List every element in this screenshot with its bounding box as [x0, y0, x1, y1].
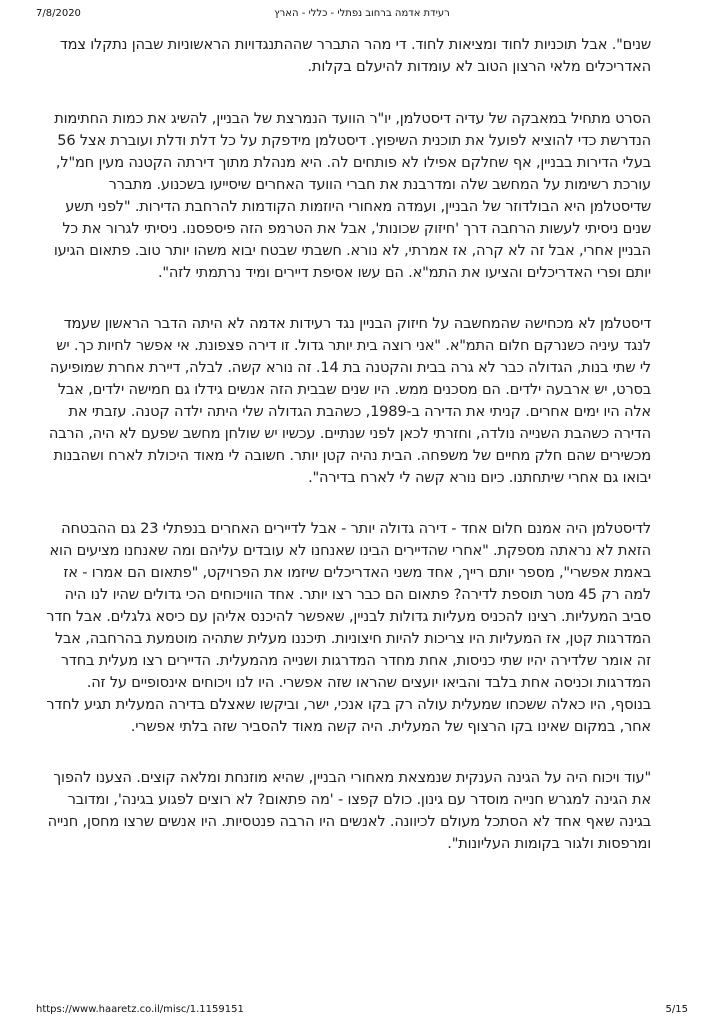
article-body — [46, 34, 651, 884]
print-url: https://www.haaretz.co.il/misc/1.1159151 — [36, 1004, 244, 1015]
article-paragraph: לדיסטלמן היה אמנם חלום אחד - דירה גדולה יותר - אבל לדיירים האחרים בנפתלי 23 גם ההבטחה הזאת לא נראתה מספקת. "אחרי שהדיירים הבינו שאנחנו לא עובדים עליהם ומה שאנחנו מציעים הוא באמת אפשרי", מספר יותם רייך, אחד משני האדריכלים שיזמו את הפרויקט, "פתאום הם אמרו - אז למה רק 45 מטר תוספת לדירה? פתאום הם כבר רצו יותר. אחד הוויכוחים הכי גדולים שהיו לנו היה סביב המעליות. רצינו להכניס מעליות גדולות לבניין, שאפשר להיכנס אליהן עם כיסא גלגלים. אבל חדר המדרגות קטן, אז המעליות היו צריכות להיות חיצוניות. תיכננו מעלית שתהיה מוטמעת בהרחבה, אבל זה אומר שלדירה יהיו שתי כניסות, אחת מחדר המדרגות ושנייה מהמעלית. הדיירים רצו מעלית בחדר המדרגות וכניסה אחת בלבד והביאו יועצים שהראו שזה אפשרי. היו לנו ויכוחים אינסופיים על זה. בנוסף, היו כאלה ששכחו שמעלית עולה רק בקו אנכי, ישר, וביקשו שאצלם בדירה המעלית תגיע לחדר אחר, במקום שאינו בקו הרצוף של המעלית. היה קשה מאוד להסביר שזה בלתי אפשרי. — [46, 520, 651, 735]
print-header — [36, 8, 688, 22]
print-page-title: רעידת אדמה ברחוב נפתלי - כללי - הארץ — [274, 8, 450, 19]
article-paragraph: דיסטלמן לא מכחישה שהמחשבה על חיזוק הבניין נגד רעידות אדמה לא היתה הדבר הראשון שעמד לנגד עיניה כשנרקם חלום התמ"א. "אני רוצה בית יותר גדול. זו דירה פצפונת. אי אפשר לחיות כך. יש לי שתי בנות, הגדולה כבר לא גרה בבית והקטנה בת 14. זה נורא קשה. לבלה, דיירת אחרת שמופיעה בסרט, יש ארבעה ילדים. הם מסכנים ממש. היו שנים שבבית הזה אנשים גידלו גם חמישה ילדים, אבל אלה היו ימים אחרים. קניתי את הדירה ב-1989, כשהבת הגדולה שלי היתה ילדה קטנה. עזבתי את הדירה כשהבת השנייה נולדה, וחזרתי לכאן לפני שנתיים. עכשיו יש שולחן מחשב שפעם לא היה, הרבה מכשירים שהם חלק מחיים של משפחה. הבית נהיה קטן יותר. חשובה לי מאוד היכולת לארח ושהבנות יבואו גם אחרי שיתחתנו. כיום נורא קשה לי לארח בדירה". — [48, 315, 651, 486]
article-paragraph: שנים". אבל תוכניות לחוד ומציאות לחוד. די מהר התברר שההתנגדויות הראשוניות שבהן נתקלו צמד האדריכלים מלאי הרצון הטוב לא עומדות להיעלם בקלות. — [59, 36, 651, 75]
article-paragraph: "עוד ויכוח היה על הגינה הענקית שנמצאת מאחורי הבניין, שהיא מוזנחת ומלאה קוצים. הצענו להפוך את הגינה למגרש חנייה מוסדר עם גינון. כולם קפצו - 'מה פתאום? לא רוצים לפגוע בגינה', ומדובר בגינה שאף אחד לא הסתכל מעולם לכיוונה. לאנשים היו הרבה פנטסיות. היו אנשים שרצו מחסן, חנייה ומרפסות ולגור בקומות העליונות". — [47, 769, 651, 852]
page-number: 5/15 — [665, 1004, 688, 1015]
article-paragraph: הסרט מתחיל במאבקה של עדיה דיסטלמן, יו"ר הוועד הנמרצת של הבניין, להשיג את כמות החתימות הנדרשת כדי להוציא לפועל את תוכנית השיפוץ. דיסטלמן מידפקת על כל דלת ודלת ועוברת אצל 56 בעלי הדירות בבניין, אף שחלקם אפילו לא פותחים לה. היא מנהלת מתוך דירתה הקטנה מעין חמ"ל, עורכת רשימות על המחשב שלה ומדרבנת את חברי הוועד האחרים שיסייעו בשכנוע. מתברר שדיסטלמן היא הבולדוזר של הבניין, ועמדה מאחורי היוזמות הקודמות להרחבת הדירות. "לפני תשע שנים ניסיתי לעשות הרחבה דרך 'חיזוק שכונות', אבל את הטרמפ הזה פיספסנו. ניסיתי לגרור את כל הבניין אחרי, אבל זה לא קרה, אז אמרתי, לא נורא. חשבתי שבטח יבוא משהו יותר טוב. פתאום הגיעו יותם ופרי האדריכלים והציעו את התמ"א. הם עשו אסיפת דיירים ומיד נרתמתי לזה". — [53, 110, 651, 281]
print-footer — [36, 1004, 688, 1018]
print-date: 7/8/2020 — [36, 8, 81, 19]
